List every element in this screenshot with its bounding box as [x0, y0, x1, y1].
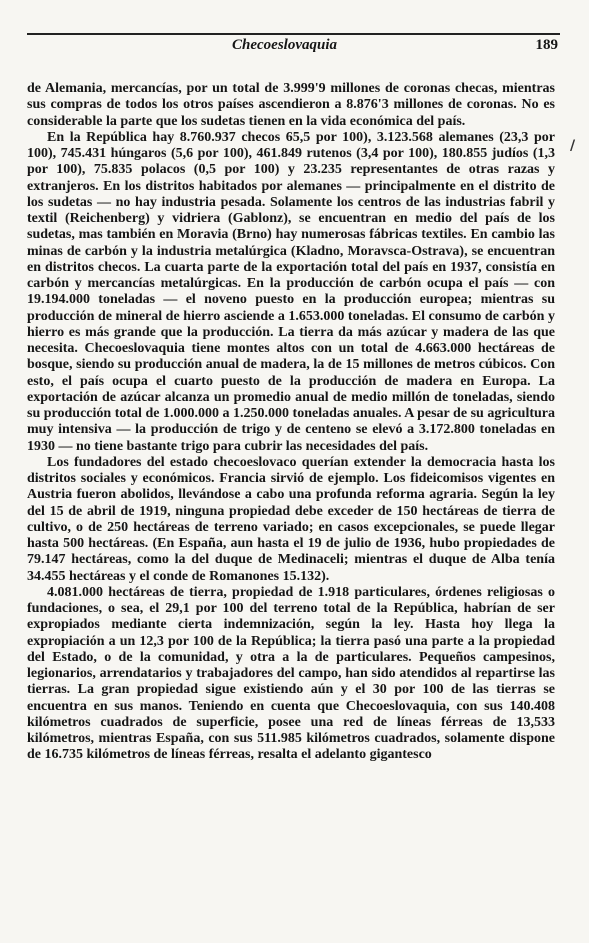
page-number: 189 — [535, 37, 558, 53]
paragraph: 4.081.000 hectáreas de tierra, propiedad de 1.918 particulares, órdenes religiosas o fundaciones, o sea, el 29,1 por 100 del terreno total de la República, habrían de ser expropiados mediante cierta indemnización, según la ley. Hasta hoy llega la expropiación a un 12,3 por 100 de la República; la tierra pasó una parte a la propiedad del Estado, o de la comunidad, y otra a la de particulares. Pequeños campesinos, legionarios, arrendatarios y trabajadores del campo, han sido atendidos al repartirse las tierras. La gran propiedad sigue existiendo aún y el 30 por 100 de las tierras se encuentra en sus manos. Teniendo en cuenta que Checoeslovaquia, con sus 140.408 kilómetros cuadrados de superficie, posee una red de líneas férreas de 13,533 kilómetros, mientras España, con sus 511.985 kilómetros cuadrados, solamente dispone de 16.735 kilómetros de líneas férreas, resalta el adelanto gigantesco — [27, 584, 555, 763]
body-text — [27, 81, 555, 764]
paragraph: de Alemania, mercancías, por un total de 3.999'9 millones de coronas checas, mientras sus compras de todos los otros países ascendieron a 8.876'3 millones de coronas. No es considerable la parte que los sudetas tienen en la vida económica del país. — [27, 81, 555, 129]
header-rule — [27, 33, 560, 35]
paragraph: En la República hay 8.760.937 checos 65,5 por 100), 3.123.568 alemanes (23,3 por 100), 745.431 húngaros (5,6 por 100), 461.849 rutenos (3,4 por 100), 180.855 judíos (1,3 por 100), 75.835 polacos (0,5 por 100) y 23.235 representantes de otras razas y extranjeros. En los distritos habitados por alemanes — principalmente en el distrito de los sudetas — no hay industria pesada. Solamente los centros de las industrias fabril y textil (Reichenberg) y vidriera (Gablonz), se encuentran en medio del país de los sudetas, mas también en Moravia (Brno) hay numerosas fábricas textiles. En cambio las minas de carbón y la industria metalúrgica (Kladno, Moravsca-Ostrava), se encuentran en distritos checos. La cuarta parte de la exportación total del país en 1937, consistía en carbón y mercancías metalúrgicas. En la producción de carbón ocupa el país — con 19.194.000 toneladas — el noveno puesto en la producción europea; mientras su producción de mineral de hierro asciende a 1.653.000 toneladas. El consumo de carbón y hierro es más grande que la producción. La tierra da más azúcar y madera de las que necesita. Checoeslovaquia tiene montes altos con un total de 4.663.000 hectáreas de bosque, siendo su producción anual de madera, la de 15 millones de metros cúbicos. Con esto, el país ocupa el cuarto puesto de la producción de madera en Europa. La exportación de azúcar alcanza un promedio anual de medio millón de toneladas, siendo su producción total de 1.000.000 a 1.250.000 toneladas anuales. A pesar de su agricultura muy intensiva — la producción de trigo y de centeno se elevó a 3.172.800 toneladas en 1930 — no tiene bastante trigo para cubrir las necesidades del país. — [27, 129, 555, 454]
margin-mark: / — [570, 138, 576, 154]
running-title: Checoeslovaquia — [232, 37, 337, 53]
paragraph: Los fundadores del estado checoeslovaco querían extender la democracia hasta los distritos sociales y económicos. Francia sirvió de ejemplo. Los fideicomisos vigentes en Austria fueron abolidos, llevándose a cabo una profunda reforma agraria. Según la ley del 15 de abril de 1919, ninguna propiedad debe exceder de 150 hectáreas de tierra de cultivo, o de 250 hectáreas de terreno variado; en casos excepcionales, se puede llegar hasta 500 hectáreas. (En España, aun hasta el 19 de julio de 1936, hubo propiedades de 79.147 hectáreas, como la del duque de Medinaceli; mientras el duque de Alba tenía 34.455 hectáreas y el conde de Romanones 15.132). — [27, 454, 555, 584]
